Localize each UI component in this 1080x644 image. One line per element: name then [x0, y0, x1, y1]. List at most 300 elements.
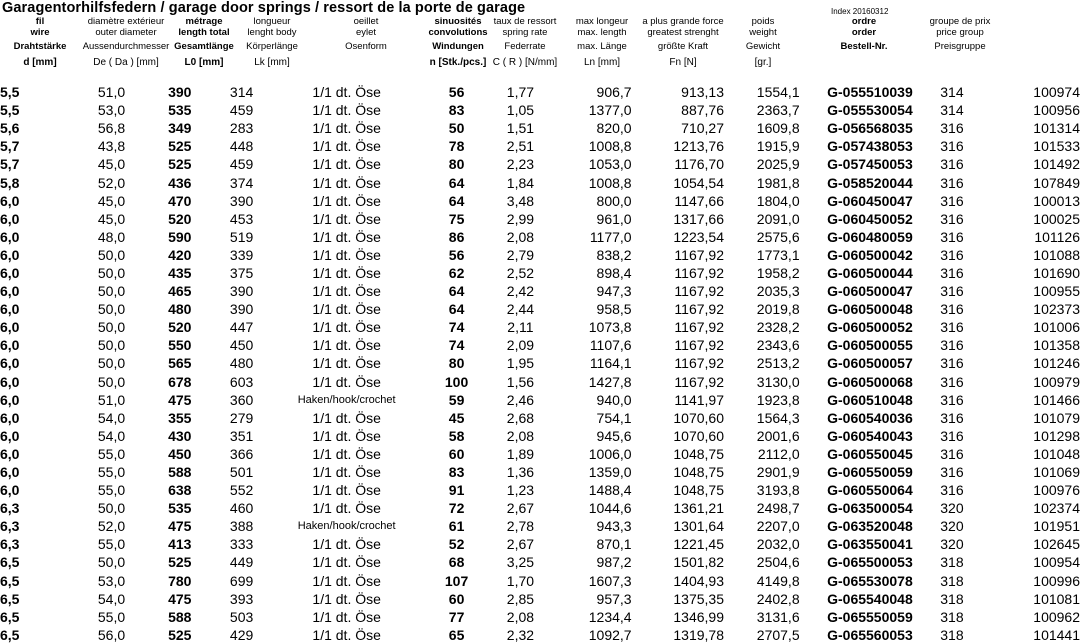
header-order-line-1: ordre [851, 16, 877, 27]
weight-cell: 1554,1 [756, 84, 800, 101]
header-ln [566, 17, 638, 68]
eyelet-cell: 1/1 dt. Öse [312, 174, 381, 191]
price-group-cell: 316 [940, 409, 964, 426]
convolutions-cell: 75 [448, 210, 465, 227]
convolutions-cell: 107 [444, 572, 469, 589]
table-row [0, 282, 1080, 300]
spring-rate-cell: 1,95 [506, 355, 535, 372]
greatest-force-cell: 1147,66 [674, 192, 724, 209]
header-wire-line-4: d [mm] [23, 56, 57, 68]
weight-cell: 2575,6 [756, 228, 800, 245]
table-row [0, 264, 1080, 282]
price-group-cell: 316 [940, 246, 964, 263]
length-body-cell: 351 [229, 427, 254, 444]
order-number-cell: G-055530054 [827, 102, 913, 119]
price-group-cell: 314 [940, 84, 964, 101]
table-row [0, 354, 1080, 372]
spring-rate-cell: 2,08 [506, 427, 535, 444]
outer-diameter-cell: 45,0 [97, 210, 126, 227]
eyelet-cell: 1/1 dt. Öse [312, 246, 381, 263]
order-number-cell: G-060500042 [827, 246, 913, 263]
table-row [0, 463, 1080, 481]
spring-rate-cell: 2,68 [506, 409, 535, 426]
table-row [0, 626, 1080, 644]
length-body-cell: 519 [229, 228, 254, 245]
wire-cell: 6,5 [0, 554, 20, 571]
length-total-cell: 525 [168, 156, 192, 173]
spring-table-body [0, 83, 1080, 644]
table-row [0, 608, 1080, 626]
header-rate-line-1: taux de ressort [493, 16, 557, 27]
outer-diameter-cell: 43,8 [97, 138, 126, 155]
price-group-cell: 316 [940, 228, 964, 245]
header-weight-line-1: poids [751, 16, 775, 27]
greatest-force-cell: 1176,70 [674, 156, 724, 173]
weight-cell: 1981,8 [756, 174, 800, 191]
price-group-cell: 316 [940, 192, 964, 209]
length-body-cell: 374 [229, 174, 254, 191]
length-body-cell: 459 [229, 156, 254, 173]
outer-diameter-cell: 54,0 [97, 427, 126, 444]
price-group-cell: 320 [940, 500, 964, 517]
spring-rate-cell: 2,85 [506, 590, 535, 607]
length-total-cell: 590 [168, 228, 192, 245]
article-code-cell: 101951 [1033, 518, 1080, 535]
max-length-cell: 961,0 [596, 210, 632, 227]
max-length-cell: 1607,3 [588, 572, 632, 589]
outer-diameter-cell: 45,0 [97, 192, 126, 209]
table-row [0, 445, 1080, 463]
spring-rate-cell: 1,36 [506, 464, 535, 481]
eyelet-cell: 1/1 dt. Öse [312, 138, 381, 155]
length-total-cell: 465 [168, 283, 192, 300]
weight-cell: 4149,8 [756, 572, 800, 589]
order-number-cell: G-057438053 [827, 138, 913, 155]
max-length-cell: 1053,0 [588, 156, 632, 173]
article-code-cell: 100974 [1033, 84, 1080, 101]
article-code-cell: 107849 [1033, 174, 1080, 191]
eyelet-cell: Haken/hook/crochet [297, 393, 396, 406]
wire-cell: 5,7 [0, 138, 20, 155]
length-body-cell: 449 [229, 554, 254, 571]
convolutions-cell: 64 [448, 283, 465, 300]
eyelet-cell: 1/1 dt. Öse [312, 156, 381, 173]
convolutions-cell: 61 [448, 518, 465, 535]
header-od-line-1: diamètre extérieur [87, 16, 165, 27]
wire-cell: 6,0 [0, 391, 20, 408]
wire-cell: 5,8 [0, 174, 20, 191]
length-body-cell: 333 [229, 536, 254, 553]
order-number-cell: G-056568035 [827, 120, 913, 137]
greatest-force-cell: 1167,92 [674, 373, 724, 390]
outer-diameter-cell: 53,0 [97, 572, 126, 589]
max-length-cell: 898,4 [596, 264, 632, 281]
spring-rate-cell: 2,52 [506, 264, 535, 281]
price-group-cell: 318 [940, 626, 964, 643]
outer-diameter-cell: 50,0 [97, 373, 126, 390]
spring-rate-cell: 1,84 [506, 174, 535, 191]
weight-cell: 3131,6 [756, 608, 800, 625]
max-length-cell: 870,1 [596, 536, 632, 553]
max-length-cell: 1359,0 [588, 464, 632, 481]
weight-cell: 3130,0 [756, 373, 800, 390]
weight-cell: 2513,2 [756, 355, 800, 372]
header-eye-line-2: eylet [355, 26, 377, 38]
max-length-cell: 1234,4 [588, 608, 632, 625]
outer-diameter-cell: 55,0 [97, 482, 126, 499]
wire-cell: 5,7 [0, 156, 20, 173]
weight-cell: 1609,8 [756, 120, 800, 137]
eyelet-cell: 1/1 dt. Öse [312, 373, 381, 390]
wire-cell: 6,0 [0, 427, 20, 444]
length-total-cell: 355 [168, 409, 192, 426]
max-length-cell: 1092,7 [588, 626, 632, 643]
table-row [0, 210, 1080, 228]
length-total-cell: 638 [168, 482, 192, 499]
length-total-cell: 780 [168, 572, 192, 589]
wire-cell: 6,0 [0, 264, 20, 281]
order-number-cell: G-065550059 [827, 608, 913, 625]
max-length-cell: 1044,6 [588, 500, 632, 517]
header-wire-line-3: Drahtstärke [13, 41, 67, 52]
length-body-cell: 314 [229, 84, 254, 101]
price-group-cell: 320 [940, 536, 964, 553]
max-length-cell: 838,2 [596, 246, 632, 263]
greatest-force-cell: 1361,21 [673, 500, 724, 517]
greatest-force-cell: 1167,92 [674, 319, 724, 336]
article-code-cell: 100956 [1033, 102, 1080, 119]
article-code-cell: 101298 [1033, 427, 1080, 444]
order-number-cell: G-060500044 [827, 264, 913, 281]
price-group-cell: 316 [940, 156, 964, 173]
convolutions-cell: 64 [448, 301, 465, 318]
weight-cell: 2001,6 [756, 427, 800, 444]
convolutions-cell: 52 [448, 536, 465, 553]
greatest-force-cell: 1070,60 [673, 409, 724, 426]
eyelet-cell: 1/1 dt. Öse [312, 608, 381, 625]
spring-rate-cell: 2,99 [506, 210, 535, 227]
weight-cell: 2032,0 [756, 536, 800, 553]
article-code-cell: 101533 [1033, 138, 1080, 155]
length-total-cell: 420 [168, 246, 192, 263]
header-eye [316, 17, 416, 68]
header-fn-line-1: a plus grande force [642, 16, 724, 27]
wire-cell: 6,3 [0, 500, 20, 517]
greatest-force-cell: 887,76 [681, 102, 724, 119]
header-weight [730, 17, 796, 68]
article-code-cell: 101081 [1033, 590, 1080, 607]
greatest-force-cell: 1167,92 [674, 337, 724, 354]
header-weight-line-3: Gewicht [745, 41, 781, 52]
weight-cell: 2504,6 [756, 554, 800, 571]
header-eye-line-1: oeillet [353, 16, 379, 27]
convolutions-cell: 56 [448, 246, 465, 263]
length-total-cell: 480 [168, 301, 192, 318]
header-n-line-4: n [Stk./pcs.] [429, 56, 487, 68]
length-body-cell: 390 [229, 192, 254, 209]
weight-cell: 2343,6 [756, 337, 800, 354]
eyelet-cell: Haken/hook/crochet [297, 520, 396, 533]
convolutions-cell: 50 [448, 120, 465, 137]
spring-rate-cell: 1,51 [506, 120, 535, 137]
spring-rate-cell: 2,32 [506, 626, 535, 643]
outer-diameter-cell: 53,0 [97, 102, 126, 119]
table-row [0, 336, 1080, 354]
greatest-force-cell: 1048,75 [673, 445, 724, 462]
wire-cell: 6,0 [0, 409, 20, 426]
greatest-force-cell: 1167,92 [674, 355, 724, 372]
outer-diameter-cell: 55,0 [97, 464, 126, 481]
length-body-cell: 503 [229, 608, 254, 625]
outer-diameter-cell: 54,0 [97, 409, 126, 426]
order-number-cell: G-057450053 [827, 156, 913, 173]
length-body-cell: 460 [229, 500, 254, 517]
outer-diameter-cell: 52,0 [97, 174, 126, 191]
spring-rate-cell: 2,51 [506, 138, 535, 155]
header-lk-line-4: Lk [mm] [254, 56, 290, 68]
price-group-cell: 314 [940, 102, 964, 119]
order-number-cell: G-065530078 [827, 572, 913, 589]
convolutions-cell: 59 [448, 391, 465, 408]
spring-rate-cell: 1,23 [506, 482, 535, 499]
greatest-force-cell: 1167,92 [674, 264, 724, 281]
spring-rate-cell: 1,56 [506, 373, 535, 390]
greatest-force-cell: 1070,60 [673, 427, 724, 444]
spring-rate-cell: 2,08 [506, 608, 535, 625]
order-number-cell: G-065500053 [827, 554, 913, 571]
greatest-force-cell: 710,27 [681, 120, 724, 137]
article-code-cell: 101006 [1033, 319, 1080, 336]
index-label: Index 20160312 [831, 7, 889, 16]
article-code-cell: 100962 [1033, 608, 1080, 625]
wire-cell: 5,5 [0, 84, 20, 101]
convolutions-cell: 77 [448, 608, 465, 625]
weight-cell: 2019,8 [756, 301, 800, 318]
length-body-cell: 388 [229, 518, 254, 535]
outer-diameter-cell: 54,0 [97, 590, 126, 607]
article-code-cell: 101088 [1033, 246, 1080, 263]
article-code-cell: 102373 [1033, 301, 1080, 318]
header-rate-line-2: spring rate [502, 26, 548, 38]
table-row [0, 101, 1080, 119]
length-body-cell: 453 [229, 210, 254, 227]
eyelet-cell: 1/1 dt. Öse [312, 120, 381, 137]
greatest-force-cell: 913,13 [681, 84, 724, 101]
header-ln-line-3: max. Länge [577, 41, 627, 52]
greatest-force-cell: 1167,92 [674, 301, 724, 318]
convolutions-cell: 91 [448, 482, 465, 499]
greatest-force-cell: 1319,78 [673, 626, 724, 643]
length-body-cell: 699 [229, 572, 254, 589]
header-l0-line-1: métrage [185, 16, 223, 27]
order-number-cell: G-065560053 [827, 626, 913, 643]
table-row [0, 427, 1080, 445]
max-length-cell: 945,6 [596, 427, 632, 444]
wire-cell: 6,5 [0, 572, 20, 589]
eyelet-cell: 1/1 dt. Öse [312, 102, 381, 119]
order-number-cell: G-063520048 [827, 518, 913, 535]
header-rate [484, 17, 566, 68]
wire-cell: 6,0 [0, 464, 20, 481]
wire-cell: 6,5 [0, 608, 20, 625]
spring-table [0, 83, 1080, 644]
length-total-cell: 550 [168, 337, 192, 354]
header-n-line-1: sinuosités [434, 16, 482, 27]
article-code-cell: 101048 [1033, 445, 1080, 462]
length-body-cell: 480 [229, 355, 254, 372]
price-group-cell: 316 [940, 264, 964, 281]
wire-cell: 6,5 [0, 626, 20, 643]
header-ln-line-2: max. length [577, 26, 627, 38]
header-fn-line-4: Fn [N] [669, 56, 697, 68]
header-order-line-2: order [851, 26, 877, 38]
article-code-cell: 101441 [1033, 626, 1080, 643]
length-body-cell: 552 [229, 482, 254, 499]
length-total-cell: 525 [168, 626, 192, 643]
length-total-cell: 520 [168, 210, 192, 227]
header-weight-line-2: weight [749, 26, 777, 38]
order-number-cell: G-060510048 [827, 391, 913, 408]
header-fn [636, 17, 730, 68]
outer-diameter-cell: 52,0 [97, 518, 126, 535]
eyelet-cell: 1/1 dt. Öse [312, 192, 381, 209]
length-body-cell: 603 [229, 373, 254, 390]
eyelet-cell: 1/1 dt. Öse [312, 228, 381, 245]
header-pg-line-1: groupe de prix [929, 16, 991, 27]
price-group-cell: 316 [940, 174, 964, 191]
spring-rate-cell: 2,79 [506, 246, 535, 263]
length-body-cell: 279 [229, 409, 254, 426]
weight-cell: 2498,7 [756, 500, 800, 517]
header-lk-line-1: longueur [253, 16, 291, 27]
greatest-force-cell: 1375,35 [673, 590, 724, 607]
greatest-force-cell: 1141,97 [674, 391, 724, 408]
eyelet-cell: 1/1 dt. Öse [312, 445, 381, 462]
convolutions-cell: 62 [448, 264, 465, 281]
convolutions-cell: 45 [448, 409, 465, 426]
wire-cell: 6,0 [0, 301, 20, 318]
weight-cell: 2091,0 [756, 210, 800, 227]
outer-diameter-cell: 50,0 [97, 246, 126, 263]
outer-diameter-cell: 51,0 [97, 84, 126, 101]
length-total-cell: 565 [168, 355, 192, 372]
length-total-cell: 588 [168, 464, 192, 481]
length-total-cell: 525 [168, 138, 192, 155]
eyelet-cell: 1/1 dt. Öse [312, 427, 381, 444]
order-number-cell: G-063550041 [827, 536, 913, 553]
length-body-cell: 366 [229, 445, 254, 462]
convolutions-cell: 74 [448, 337, 465, 354]
spring-rate-cell: 3,25 [506, 554, 535, 571]
wire-cell: 6,0 [0, 337, 20, 354]
outer-diameter-cell: 50,0 [97, 301, 126, 318]
convolutions-cell: 68 [448, 554, 465, 571]
header-wire-line-1: fil [35, 16, 45, 27]
eyelet-cell: 1/1 dt. Öse [312, 283, 381, 300]
order-number-cell: G-060550064 [827, 482, 913, 499]
spring-rate-cell: 1,05 [506, 102, 535, 119]
outer-diameter-cell: 55,0 [97, 445, 126, 462]
max-length-cell: 820,0 [596, 120, 632, 137]
header-l0-line-3: Gesamtlänge [174, 41, 234, 52]
length-body-cell: 447 [229, 319, 254, 336]
header-ln-line-1: max longeur [575, 16, 629, 27]
convolutions-cell: 72 [448, 500, 465, 517]
price-group-cell: 316 [940, 482, 964, 499]
max-length-cell: 987,2 [596, 554, 632, 571]
header-rate-line-4: C ( R ) [N/mm] [492, 56, 558, 68]
order-number-cell: G-060540036 [827, 409, 913, 426]
price-group-cell: 316 [940, 283, 964, 300]
price-group-cell: 320 [940, 518, 964, 535]
table-row [0, 391, 1080, 409]
length-body-cell: 450 [229, 337, 254, 354]
spring-rate-cell: 3,48 [506, 192, 535, 209]
outer-diameter-cell: 56,8 [97, 120, 126, 137]
header-n-line-3: Windungen [432, 41, 484, 52]
header-pg-line-4 [910, 58, 1010, 69]
max-length-cell: 1006,0 [588, 445, 632, 462]
table-row [0, 517, 1080, 535]
eyelet-cell: 1/1 dt. Öse [312, 464, 381, 481]
page-title: Garagentorhilfsfedern / garage door springs / ressort de la porte de garage [2, 0, 526, 16]
spring-rate-cell: 1,77 [506, 84, 535, 101]
convolutions-cell: 64 [448, 174, 465, 191]
table-row [0, 173, 1080, 191]
weight-cell: 1958,2 [756, 264, 800, 281]
eyelet-cell: 1/1 dt. Öse [312, 355, 381, 372]
outer-diameter-cell: 56,0 [97, 626, 126, 643]
eyelet-cell: 1/1 dt. Öse [312, 301, 381, 318]
wire-cell: 6,0 [0, 445, 20, 462]
greatest-force-cell: 1317,66 [673, 210, 724, 227]
convolutions-cell: 80 [448, 156, 465, 173]
greatest-force-cell: 1501,82 [673, 554, 724, 571]
outer-diameter-cell: 50,0 [97, 500, 126, 517]
table-row [0, 373, 1080, 391]
convolutions-cell: 58 [448, 427, 465, 444]
weight-cell: 1773,1 [756, 246, 800, 263]
spring-rate-cell: 2,23 [506, 156, 535, 173]
price-group-cell: 316 [940, 373, 964, 390]
length-total-cell: 470 [168, 192, 192, 209]
convolutions-cell: 78 [448, 138, 465, 155]
table-row [0, 246, 1080, 264]
order-number-cell: G-060550045 [827, 445, 913, 462]
order-number-cell: G-060500057 [827, 355, 913, 372]
article-code-cell: 102645 [1033, 536, 1080, 553]
max-length-cell: 1427,8 [588, 373, 632, 390]
convolutions-cell: 60 [448, 590, 465, 607]
weight-cell: 2207,0 [756, 518, 800, 535]
eyelet-cell: 1/1 dt. Öse [312, 409, 381, 426]
weight-cell: 2707,5 [756, 626, 800, 643]
table-row [0, 409, 1080, 427]
article-code-cell: 100955 [1033, 283, 1080, 300]
article-code-cell: 100013 [1033, 192, 1080, 209]
price-group-cell: 316 [940, 464, 964, 481]
length-total-cell: 430 [168, 427, 192, 444]
price-group-cell: 318 [940, 572, 964, 589]
outer-diameter-cell: 50,0 [97, 337, 126, 354]
header-eye-line-4 [316, 58, 416, 69]
greatest-force-cell: 1221,45 [673, 536, 724, 553]
max-length-cell: 947,3 [596, 283, 632, 300]
max-length-cell: 906,7 [596, 84, 632, 101]
greatest-force-cell: 1167,92 [674, 246, 724, 263]
order-number-cell: G-060500055 [827, 337, 913, 354]
length-total-cell: 520 [168, 319, 192, 336]
